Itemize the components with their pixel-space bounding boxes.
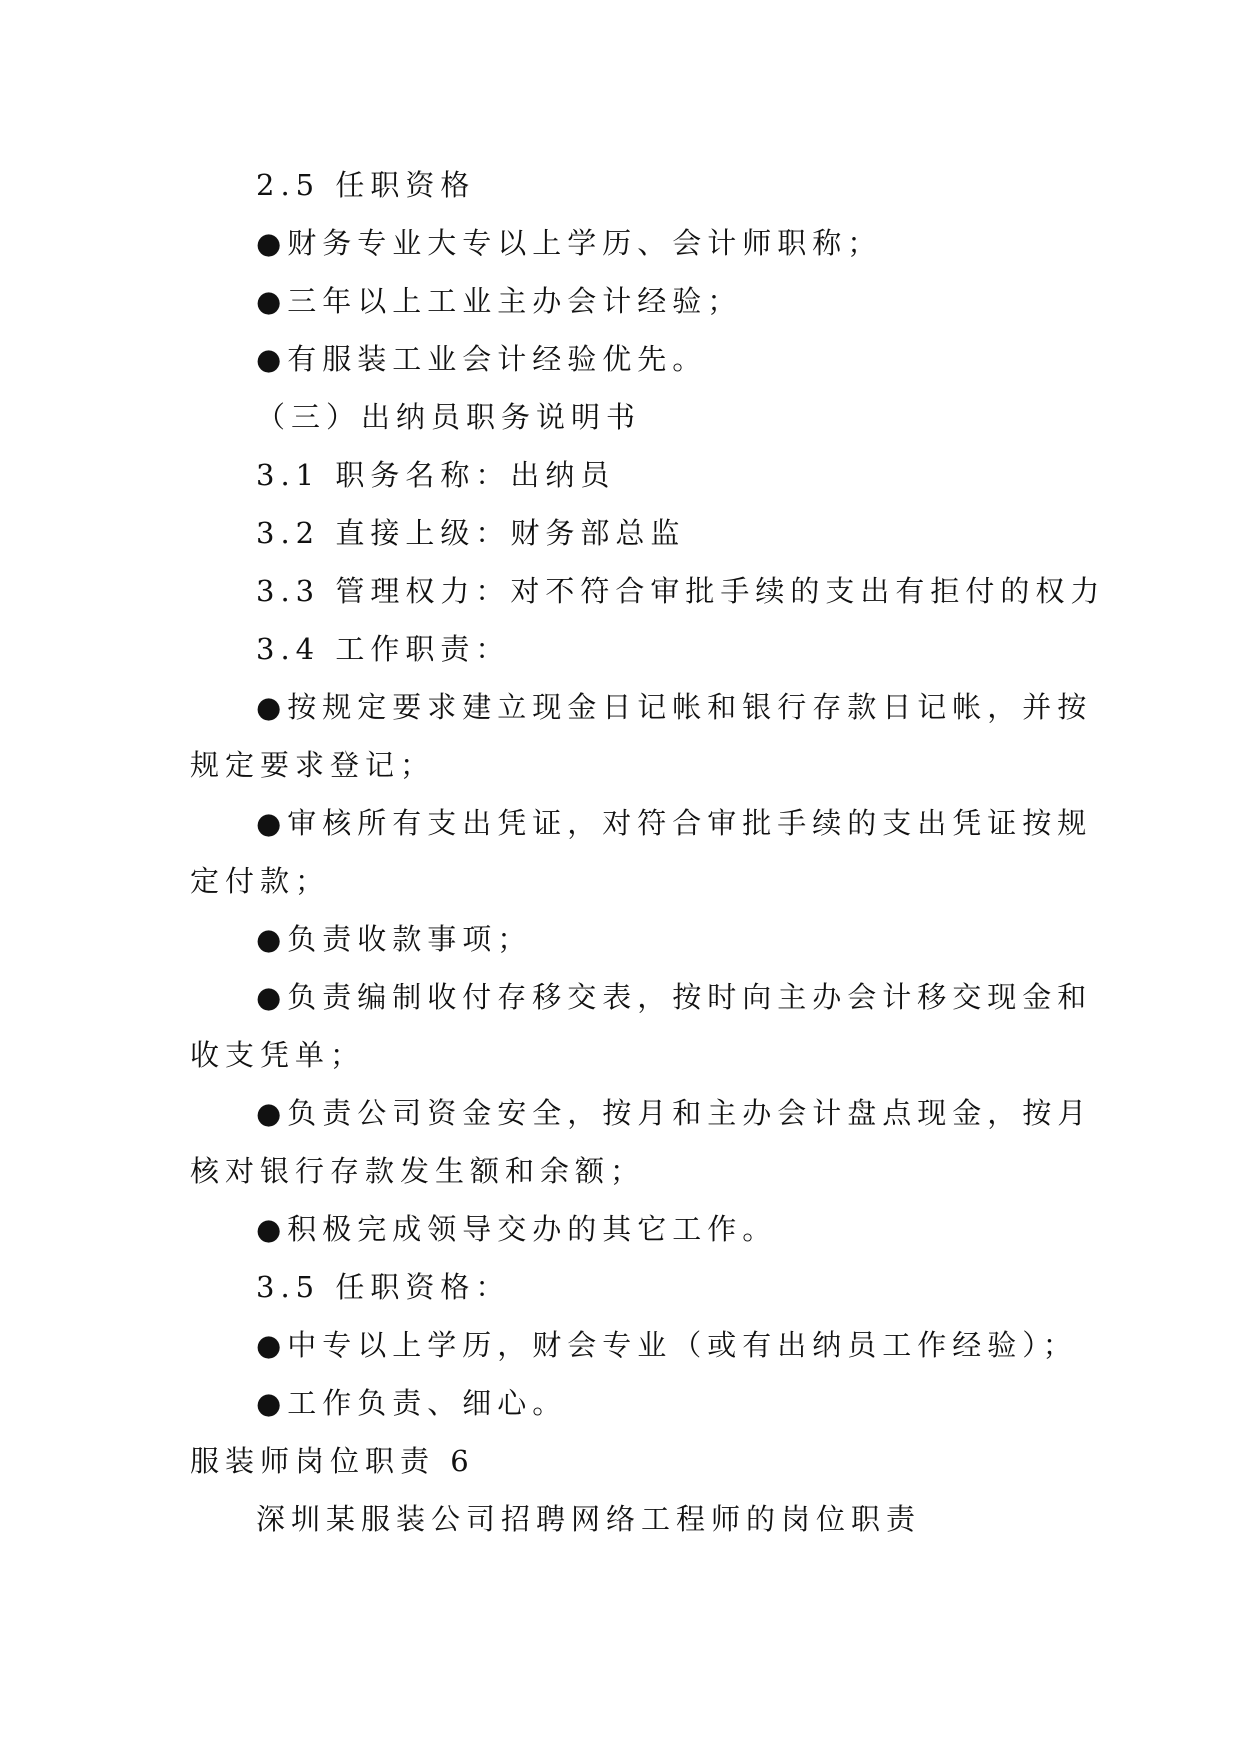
bullet-item-continuation: 收支凭单； [190, 1038, 366, 1072]
bullet-item: ●有服装工业会计经验优先。 [256, 342, 708, 376]
bullet-item: ●审核所有支出凭证，对符合审批手续的支出凭证按规 [256, 806, 1093, 840]
section-title-cashier: （三）出纳员职务说明书 [256, 400, 642, 434]
bullet-item: ●负责公司资金安全，按月和主办会计盘点现金，按月 [256, 1096, 1093, 1130]
section-heading-3-5: 3.5 任职资格： [256, 1270, 511, 1304]
paragraph: 3.1 职务名称：出纳员 [256, 458, 616, 492]
bullet-item-continuation: 核对银行存款发生额和余额； [190, 1154, 646, 1188]
bullet-item: ●积极完成领导交办的其它工作。 [256, 1212, 778, 1246]
bullet-item: ●中专以上学历，财会专业（或有出纳员工作经验）； [256, 1328, 1078, 1362]
bullet-item: ●负责收款事项； [256, 922, 533, 956]
bullet-item: ●三年以上工业主办会计经验； [256, 284, 743, 318]
paragraph: 深圳某服装公司招聘网络工程师的岗位职责 [256, 1502, 922, 1536]
bullet-item: ●工作负责、细心。 [256, 1386, 568, 1420]
paragraph: 3.2 直接上级：财务部总监 [256, 516, 686, 550]
bullet-item-continuation: 定付款； [190, 864, 331, 898]
paragraph: 3.3 管理权力：对不符合审批手续的支出有拒付的权力 [256, 574, 1106, 608]
bullet-item: ●按规定要求建立现金日记帐和银行存款日记帐，并按 [256, 690, 1093, 724]
article-title: 服装师岗位职责 6 [190, 1444, 475, 1478]
bullet-item: ●财务专业大专以上学历、会计师职称； [256, 226, 883, 260]
bullet-item: ●负责编制收付存移交表，按时向主办会计移交现金和 [256, 980, 1093, 1014]
section-heading-3-4: 3.4 工作职责： [256, 632, 511, 666]
bullet-item-continuation: 规定要求登记； [190, 748, 436, 782]
section-heading-2-5: 2.5 任职资格 [256, 168, 476, 202]
